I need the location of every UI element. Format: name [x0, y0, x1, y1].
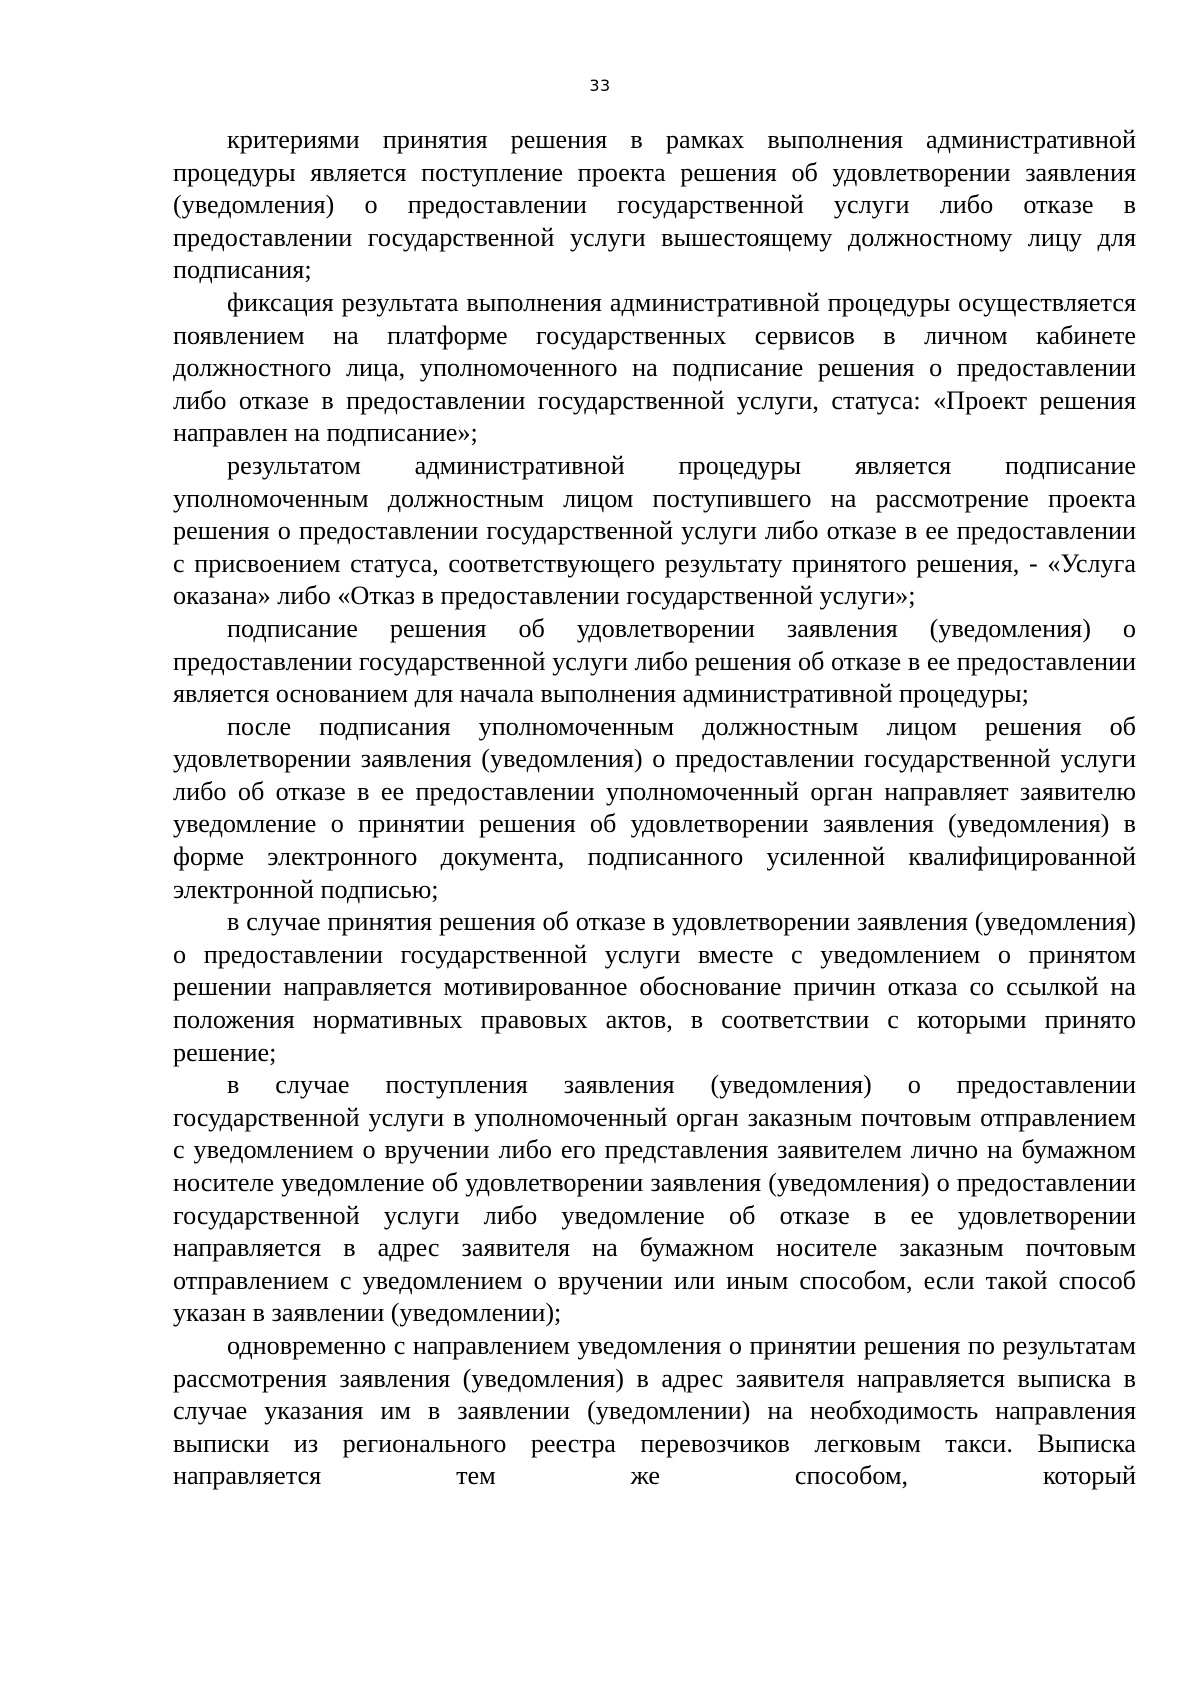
page-number: 33 [589, 76, 611, 95]
document-body [173, 124, 1136, 1493]
paragraph-register-extract: одновременно с направлением уведомления о принятии решения по результатам рассмотрения заявления (уведомления) в адрес заявителя направляется выписка в случае указания им в заявлении (уведомлении) на необходимость направления выписки из регионального реестра перевозчиков легковым такси. Выписка направляется тем же способом, который [173, 1330, 1136, 1491]
paragraph-result-fixation: фиксация результата выполнения административной процедуры осуществляется появлением на платформе государственных сервисов в личном кабинете должностного лица, уполномоченного на подписание решения о предоставлении либо отказе в предоставлении государственной услуги, статуса: «Проект решения направлен на подписание»; [173, 287, 1136, 448]
paragraph-refusal-case: в случае принятия решения об отказе в удовлетворении заявления (уведомления) о предоставлении государственной услуги вместе с уведомлением о принятом решении направляется мотивированное обоснование причин отказа со ссылкой на положения нормативных правовых актов, в соответствии с которыми принято решение; [173, 907, 1136, 1067]
paragraph-paper-submission-case: в случае поступления заявления (уведомления) о предоставлении государственной услуги в уполномоченный орган заказным почтовым отправлением с уведомлением о вручении либо его представления заявителем лично на бумажном носителе уведомление об удовлетворении заявления (уведомления) о предоставлении государственной услуги либо уведомление об отказе в ее удовлетворении направляется в адрес заявителя на бумажном носителе заказным почтовым отправлением с уведомлением о вручении или иным способом, если такой способ указан в заявлении (уведомлении); [173, 1070, 1136, 1328]
paragraph-procedure-result: результатом административной процедуры является подписание уполномоченным должностным лицом поступившего на рассмотрение проекта решения о предоставлении государственной услуги либо отказе в ее предоставлении с присвоением статуса, соответствующего результату принятого решения, - «Услуга оказана» либо «Отказ в предоставлении государственной услуги»; [173, 450, 1136, 611]
paragraph-decision-criteria: критериями принятия решения в рамках выполнения административной процедуры является поступление проекта решения об удовлетворении заявления (уведомления) о предоставлении государственной услуги либо отказе в предоставлении государственной услуги вышестоящему должностному лицу для подписания; [173, 125, 1136, 285]
paragraph-notification-after-signing: после подписания уполномоченным должностным лицом решения об удовлетворении заявления (уведомления) о предоставлении государственной услуги либо об отказе в ее предоставлении уполномоченный орган направляет заявителю уведомление о принятии решения об удовлетворении заявления (уведомления) в форме электронного документа, подписанного усиленной квалифицированной электронной подписью; [173, 711, 1136, 904]
paragraph-signing-basis: подписание решения об удовлетворении заявления (уведомления) о предоставлении государственной услуги либо решения об отказе в ее предоставлении является основанием для начала выполнения административной процедуры; [173, 613, 1136, 709]
